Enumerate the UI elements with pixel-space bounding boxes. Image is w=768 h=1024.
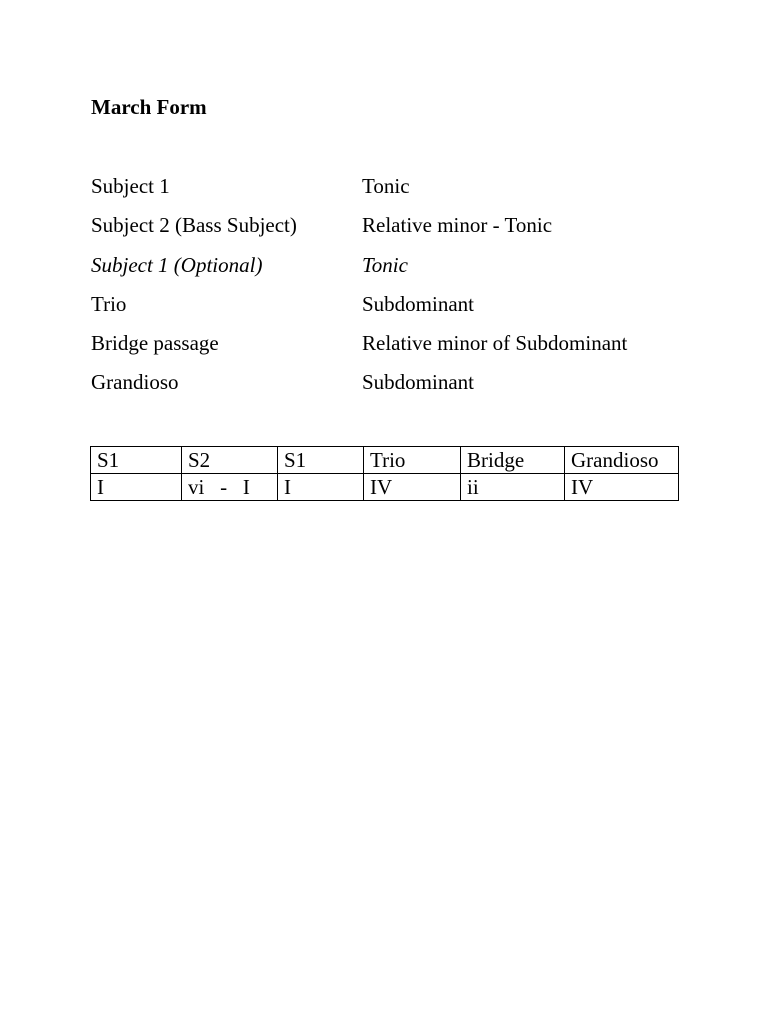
- form-row-subject-1-optional: [91, 250, 691, 289]
- section-name: Trio: [91, 291, 127, 316]
- section-name: Bridge passage: [91, 331, 219, 356]
- section-key: Tonic: [362, 252, 408, 277]
- form-row-grandioso: [91, 367, 691, 406]
- table-cell: I: [91, 474, 182, 501]
- table-cell: S1: [91, 447, 182, 474]
- table-cell: vi - I: [182, 474, 278, 501]
- form-row-subject-2: [91, 210, 691, 249]
- table-cell: Bridge: [461, 447, 565, 474]
- table-cell: S2: [182, 447, 278, 474]
- section-key: Tonic: [362, 174, 410, 198]
- form-row-subject-1: [91, 171, 691, 210]
- table-cell: IV: [565, 474, 679, 501]
- section-name: Subject 1 (Optional): [91, 252, 263, 277]
- table-header-row: [91, 447, 679, 474]
- table-cell: S1: [278, 447, 364, 474]
- table-row: [91, 474, 679, 501]
- page-title: March Form: [91, 95, 207, 119]
- table-cell: IV: [364, 474, 461, 501]
- section-name: Subject 1: [91, 174, 170, 198]
- march-form-list: [91, 171, 691, 407]
- form-row-bridge-passage: [91, 328, 691, 367]
- table-cell: Trio: [364, 447, 461, 474]
- section-key: Relative minor - Tonic: [362, 213, 553, 238]
- summary-table: [90, 446, 679, 501]
- section-name: Subject 2 (Bass Subject): [91, 213, 297, 238]
- section-key: Subdominant: [362, 291, 475, 316]
- section-name: Grandioso: [91, 370, 179, 395]
- section-key: Subdominant: [362, 370, 475, 395]
- form-row-trio: [91, 289, 691, 328]
- table-cell: ii: [461, 474, 565, 501]
- table-cell: I: [278, 474, 364, 501]
- table-cell: Grandioso: [565, 447, 679, 474]
- section-key: Relative minor of Subdominant: [362, 331, 628, 356]
